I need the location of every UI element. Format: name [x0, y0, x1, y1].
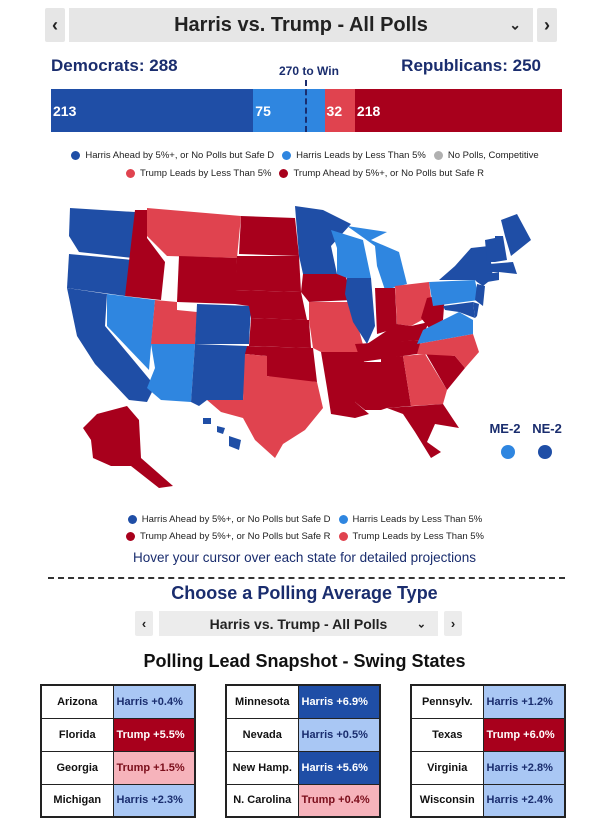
swing-state-lead: Harris +0.4% [113, 685, 195, 718]
swing-state-name: Texas [411, 718, 483, 751]
state-ut[interactable] [151, 300, 197, 344]
swing-state-name: Arizona [41, 685, 113, 718]
table-row [411, 718, 565, 751]
table-row [226, 751, 380, 784]
swing-table-1 [40, 684, 196, 818]
table-row [41, 784, 195, 817]
win-threshold-label: 270 to Win [279, 64, 339, 78]
swing-state-name: N. Carolina [226, 784, 298, 817]
republicans-total: Republicans: 250 [401, 56, 541, 75]
chevron-right-icon: › [450, 616, 456, 631]
legend-dot-icon [126, 532, 135, 541]
legend-label: Harris Ahead by 5%+, or No Polls but Safe D [85, 150, 275, 161]
average-type-dropdown[interactable] [159, 611, 438, 636]
swing-state-lead: Harris +2.4% [483, 784, 565, 817]
table-row [226, 685, 380, 718]
ev-segment: 75 [253, 89, 324, 132]
hover-instruction: Hover your cursor over each state for detailed projections [133, 550, 476, 565]
table-row [41, 718, 195, 751]
state-sd[interactable] [235, 256, 301, 292]
legend-label: Harris Leads by Less Than 5% [352, 514, 483, 525]
state-nh[interactable] [495, 236, 507, 262]
us-electoral-map [55, 196, 570, 496]
legend-dot-icon [279, 169, 288, 178]
swing-state-lead: Trump +5.5% [113, 718, 195, 751]
state-hi-2[interactable] [217, 426, 225, 434]
state-hi-3[interactable] [229, 436, 241, 450]
swing-state-name: Pennsylv. [411, 685, 483, 718]
legend-dot-icon [282, 151, 291, 160]
choose-average-title: Choose a Polling Average Type [171, 583, 438, 603]
legend-label: Harris Leads by Less Than 5% [296, 150, 426, 161]
legend-dot-icon [126, 169, 135, 178]
legend-dot-icon [434, 151, 443, 160]
map-legend-top [60, 150, 550, 179]
legend-item [434, 150, 539, 161]
swing-state-lead: Trump +0.4% [298, 784, 380, 817]
state-pa[interactable] [429, 280, 479, 306]
me2-marker[interactable] [501, 445, 515, 459]
legend-label: Trump Ahead by 5%+, or No Polls but Safe R [293, 168, 485, 179]
state-mt[interactable] [147, 208, 241, 258]
map-legend-bottom [110, 514, 500, 542]
state-hi[interactable] [203, 418, 211, 424]
me2-label: ME-2 [489, 421, 521, 436]
state-ks[interactable] [249, 318, 311, 348]
swing-state-lead: Harris +2.8% [483, 751, 565, 784]
swing-state-lead: Trump +1.5% [113, 751, 195, 784]
state-ma[interactable] [489, 262, 517, 274]
state-nm[interactable] [191, 344, 247, 406]
swing-state-lead: Harris +2.3% [113, 784, 195, 817]
poll-type-dropdown[interactable] [69, 8, 533, 42]
table-row [41, 685, 195, 718]
legend-item [279, 168, 484, 179]
ne2-marker[interactable] [538, 445, 552, 459]
poll-type-label: Harris vs. Trump - All Polls [174, 13, 428, 36]
swing-state-name: Michigan [41, 784, 113, 817]
state-wa[interactable] [69, 208, 135, 258]
swing-state-name: Minnesota [226, 685, 298, 718]
average-type-label: Harris vs. Trump - All Polls [209, 615, 388, 632]
prev-average-button[interactable] [135, 611, 153, 636]
swing-table-3 [410, 684, 566, 818]
state-ak[interactable] [83, 406, 173, 488]
swing-state-name: Virginia [411, 751, 483, 784]
next-average-button[interactable] [444, 611, 462, 636]
democrats-total: Democrats: 288 [51, 56, 178, 75]
legend-item [71, 150, 274, 161]
win-threshold-line [305, 80, 307, 132]
swing-state-lead: Harris +6.9% [298, 685, 380, 718]
swing-state-name: New Hamp. [226, 751, 298, 784]
average-type-selector [135, 611, 464, 636]
legend-label: Harris Ahead by 5%+, or No Polls but Safe D [141, 514, 331, 525]
table-row [226, 718, 380, 751]
chevron-down-icon: ⌄ [416, 618, 426, 630]
state-nj[interactable] [475, 284, 485, 306]
state-me[interactable] [501, 214, 531, 256]
state-fl[interactable] [387, 404, 459, 458]
next-poll-button[interactable] [537, 8, 557, 42]
swing-state-lead: Harris +5.6% [298, 751, 380, 784]
legend-dot-icon [128, 515, 137, 524]
legend-item [128, 514, 331, 525]
state-az[interactable] [147, 344, 195, 402]
swing-state-name: Wisconsin [411, 784, 483, 817]
legend-label: Trump Ahead by 5%+, or No Polls but Safe R [139, 531, 331, 542]
state-ny[interactable] [439, 246, 493, 286]
legend-item [282, 150, 426, 161]
ev-segment: 213 [51, 89, 253, 132]
swing-table-2 [225, 684, 381, 818]
legend-label: Trump Leads by Less Than 5% [352, 531, 485, 542]
state-nd[interactable] [239, 216, 299, 256]
table-row [411, 751, 565, 784]
legend-label: No Polls, Competitive [447, 150, 539, 161]
table-row [41, 751, 195, 784]
ev-segment: 218 [355, 89, 562, 132]
table-row [411, 685, 565, 718]
prev-poll-button[interactable] [45, 8, 65, 42]
swing-state-name: Georgia [41, 751, 113, 784]
ne2-label: NE-2 [532, 421, 562, 436]
swing-state-name: Nevada [226, 718, 298, 751]
legend-dot-icon [339, 532, 348, 541]
legend-item [339, 514, 483, 525]
chevron-right-icon: › [544, 14, 550, 35]
chevron-left-icon: ‹ [52, 14, 58, 35]
table-row [411, 784, 565, 817]
state-co[interactable] [195, 304, 251, 344]
legend-item [339, 531, 485, 542]
polling-selector [45, 8, 557, 42]
legend-dot-icon [71, 151, 80, 160]
state-wy[interactable] [177, 256, 237, 304]
section-divider [48, 577, 565, 579]
swing-state-lead: Harris +0.5% [298, 718, 380, 751]
swing-state-lead: Trump +6.0% [483, 718, 565, 751]
legend-label: Trump Leads by Less Than 5% [139, 168, 272, 179]
snapshot-title: Polling Lead Snapshot - Swing States [143, 651, 466, 671]
table-row [226, 784, 380, 817]
legend-item [126, 168, 272, 179]
ev-segment: 32 [325, 89, 355, 132]
swing-state-lead: Harris +1.2% [483, 685, 565, 718]
legend-dot-icon [339, 515, 348, 524]
swing-state-name: Florida [41, 718, 113, 751]
chevron-down-icon: ⌄ [509, 16, 521, 33]
legend-item [126, 531, 331, 542]
state-ia[interactable] [301, 274, 353, 302]
chevron-left-icon: ‹ [141, 616, 147, 631]
